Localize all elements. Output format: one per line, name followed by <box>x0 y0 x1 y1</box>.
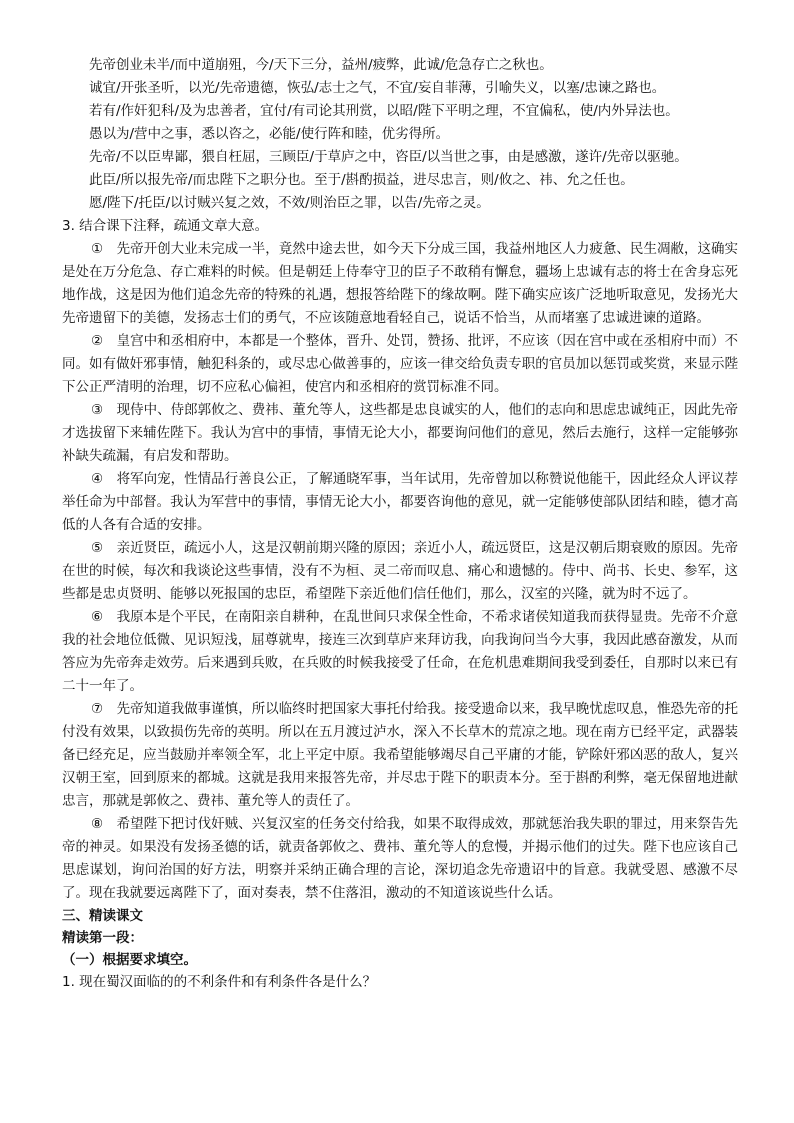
translation-paragraph-1: ① 先帝开创大业未完成一半，竟然中途去世，如今天下分成三国，我益州地区人力疲惫、民生凋敝，这确实是处在万分危急、存亡难料的时候。但是朝廷上侍奉守卫的臣子不敢稍有懈怠，疆场上忠诚有志的将士在舍身忘死地作战，这是因为他们追念先帝的特殊的礼遇，想报答给陛下的缘故啊。陛下确实应该广泛地听取意见，发扬光大先帝遗留下的美德，发扬志士们的勇气，不应该随意地看轻自己，说话不恰当，从而堵塞了忠诚进谏的道路。 <box>62 241 738 326</box>
annotated-line-7: 愿/陛下/托臣/以讨贼兴复之效，不效/则治臣之罪，以告/先帝之灵。 <box>89 195 490 211</box>
translation-paragraph-7: ⑦ 先帝知道我做事谨慎，所以临终时把国家大事托付给我。接受遗命以来，我早晚忧虑叹息，惟恐先帝的托付没有效果，以致损伤先帝的英明。所以在五月渡过泸水，深入不长草木的荒凉之地。现在南方已经平定，武器装备已经充足，应当鼓励并率领全军，北上平定中原。我希望能够竭尽自己平庸的才能，铲除奸邪凶恶的敌人，复兴汉朝王室，回到原来的都城。这就是我用来报答先帝，并尽忠于陛下的职责本分。至于斟酌利弊，毫无保留地进献忠言，那就是郭攸之、费祎、董允等人的责任了。 <box>62 701 738 809</box>
translation-paragraph-6: ⑥ 我原本是个平民，在南阳亲自耕种，在乱世间只求保全性命，不希求诸侯知道我而获得显贵。先帝不介意我的社会地位低微、见识短浅，屈尊就卑，接连三次到草庐来拜访我，向我询问当今大事，我因此感奋激发，从而答应为先帝奔走效劳。后来遇到兵败，在兵败的时候我接受了任命，在危机患难期间我受到委任，自那时以来已有二十一年了。 <box>62 609 738 694</box>
annotated-line-1: 先帝创业未半/而中道崩殂，今/天下三分，益州/疲弊，此诚/危急存亡之秋也。 <box>89 57 553 73</box>
translation-paragraph-2: ② 皇宫中和丞相府中，本都是一个整体，晋升、处罚，赞扬、批评，不应该（因在宫中或在丞相府中而）不同。如有做奸邪事情，触犯科条的，或尽忠心做善事的，应该一律交给负责专职的官员加以惩罚或奖赏，来显示陛下公正严清明的治理，切不应私心偏袒，使宫内和丞相府的赏罚标准不同。 <box>62 333 738 395</box>
annotated-line-3: 若有/作奸犯科/及为忠善者，宜付/有司论其刑赏，以昭/陛下平明之理，不宜偏私，使/内外异法也。 <box>89 103 679 119</box>
section-3-title: 3. 结合课下注释，疏通文章大意。 <box>62 218 269 234</box>
annotated-line-2: 诚宜/开张圣听，以光/先帝遗德，恢弘/志士之气，不宜/妄自菲薄，引喻失义，以塞/忠谏之路也。 <box>89 80 666 96</box>
section-heading: 三、精读课文 <box>62 908 143 924</box>
question-1: 1. 现在蜀汉面临的的不利条件和有利条件各是什么？ <box>62 974 377 990</box>
annotated-line-6: 此臣/所以报先帝/而忠陛下之职分也。至于/斟酌损益，进尽忠言，则/攸之、祎、允之任也。 <box>89 172 634 188</box>
part-heading: （一）根据要求填空。 <box>62 952 197 968</box>
translation-paragraph-8: ⑧ 希望陛下把讨伐奸贼、兴复汉室的任务交付给我，如果不取得成效，那就惩治我失职的罪过，用来祭告先帝的神灵。如果没有发扬圣德的话，就责备郭攸之、费祎、董允等人的怠慢，并揭示他们的过失。陛下也应该自己思虑谋划，询问治国的好方法，明察并采纳正确合理的言论，深切追念先帝遗诏中的旨意。我就受恩、感激不尽了。现在我就要远离陛下了，面对奏表，禁不住落泪，激动的不知道该说些什么话。 <box>62 816 738 901</box>
annotated-line-5: 先帝/不以臣卑鄙，猥自枉屈，三顾臣/于草庐之中，咨臣/以当世之事，由是感激，遂许/先帝以驱驰。 <box>89 149 688 165</box>
sub-heading: 精读第一段： <box>62 930 143 946</box>
translation-paragraph-5: ⑤ 亲近贤臣，疏远小人，这是汉朝前期兴隆的原因；亲近小人，疏远贤臣，这是汉朝后期衰败的原因。先帝在世的时候，每次和我谈论这些事情，没有不为桓、灵二帝而叹息、痛心和遗憾的。侍中、尚书、长史、参军，这些都是忠贞贤明、能够以死报国的忠臣，希望陛下亲近他们信任他们，那么，汉室的兴隆，就为时不远了。 <box>62 540 738 602</box>
translation-paragraph-3: ③ 现侍中、侍郎郭攸之、费祎、董允等人，这些都是忠良诚实的人，他们的志向和思虑忠诚纯正，因此先帝才选拔留下来辅佐陛下。我认为宫中的事情，事情无论大小，都要询问他们的意见，然后去施行，这样一定能够弥补缺失疏漏，有启发和帮助。 <box>62 402 738 464</box>
translation-paragraph-4: ④ 将军向宠，性情品行善良公正，了解通晓军事，当年试用，先帝曾加以称赞说他能干，因此经众人评议荐举任命为中部督。我认为军营中的事情，事情无论大小，都要咨询他的意见，就一定能够使部队团结和睦，德才高低的人各有合适的安排。 <box>62 471 738 533</box>
annotated-line-4: 愚以为/营中之事，悉以咨之，必能/使行阵和睦，优劣得所。 <box>89 126 450 142</box>
document-page <box>62 54 738 994</box>
